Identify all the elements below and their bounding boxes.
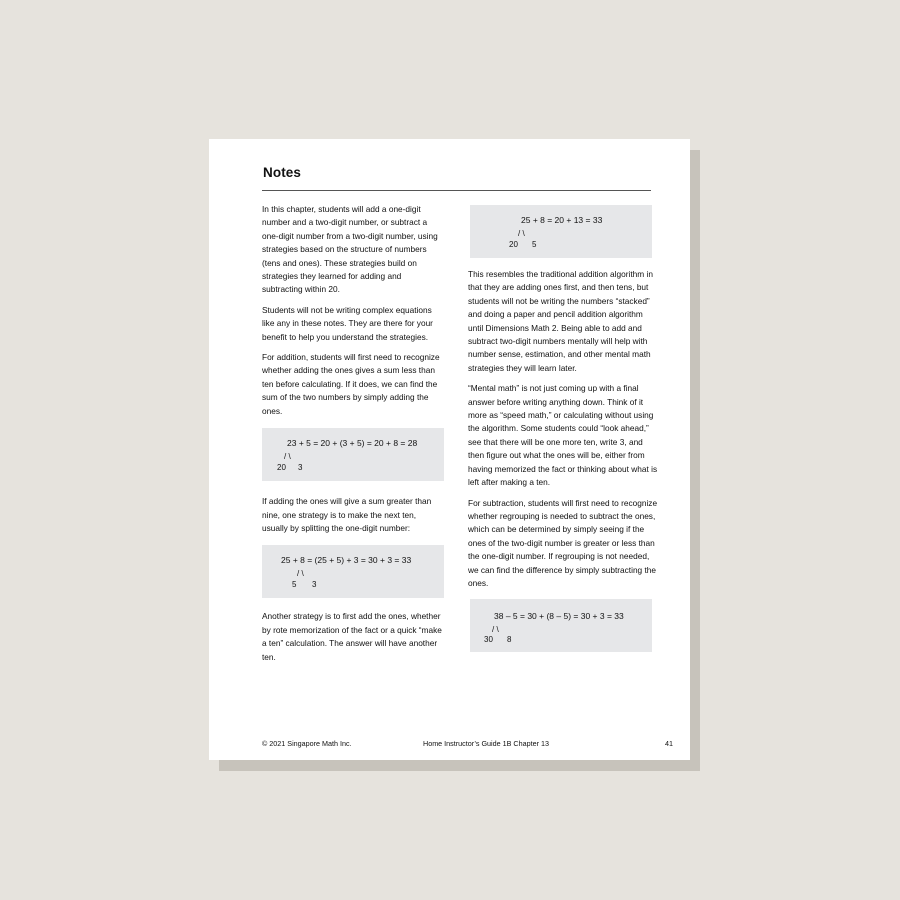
number-bond-part: 20 [509,240,518,249]
paragraph: For addition, students will first need to recognize whether adding the ones gives a sum less than ten before calculating. If it does, we can find the sum of the two numbers by simply adding the ones. [262,352,440,416]
number-bond-branch: / \ [297,569,304,579]
number-bond-part: 30 [484,635,493,645]
equation-box [262,428,444,481]
footer-copyright: © 2021 Singapore Math Inc. [262,739,352,748]
equation: 38 – 5 = 30 + (8 – 5) = 30 + 3 = 33 [494,611,624,622]
right-column [468,205,658,664]
equation: 23 + 5 = 20 + (3 + 5) = 20 + 8 = 28 [287,438,418,449]
number-bond-part: 20 [277,463,286,473]
number-bond-part: 3 [298,463,303,473]
paragraph: In this chapter, students will add a one-digit number and a two-digit number, or subtract a one-digit number from a two-digit number, using strategies based on the structure of numbers (tens and ones). These strategies build on strategies they learned for adding and subtracting within 20. [262,204,438,295]
title-divider [262,190,651,191]
number-bond-part: 3 [312,580,317,590]
equation-box [470,205,652,258]
equation-box [262,545,444,598]
paragraph: For subtraction, students will first need to recognize whether regrouping is needed to subtract the ones, which can be determined by simply seeing if the ones of the two-digit number is greater or less than the one-digit number. If regrouping is not needed, we can find the difference by simply subtracting the ones. [468,497,658,588]
paragraph: “Mental math” is not just coming up with a final answer before writing anything down. Think of it more as “speed math,” or calculating without using the algorithm. Some students could “look ahead,” see that there will be one more ten, write 3, and then figure out what the ones will be, either from having memorized the fact or thinking about what is left after making a ten. [468,383,658,488]
number-bond-part: 5 [292,580,297,590]
paragraph: This resembles the traditional addition algorithm in that they are adding ones first, and then tens, but students will not be writing the numbers “stacked” and doing a paper and pencil addition algorithm until Dimensions Math 2. Being able to add and subtract two-digit numbers mentally will help with number sense, estimation, and other mental math strategies they will learn later. [468,269,653,373]
number-bond-part: 8 [507,635,512,645]
number-bond-part: 5 [532,240,537,249]
document-page [209,139,690,760]
paragraph: Students will not be writing complex equations like any in these notes. They are there for your benefit to help you understand the strategies. [262,304,433,342]
equation: 25 + 8 = (25 + 5) + 3 = 30 + 3 = 33 [281,555,412,566]
number-bond-branch: / \ [518,229,525,238]
page-title: Notes [263,165,302,180]
page-number: 41 [665,739,673,748]
equation-box [470,599,652,652]
number-bond-branch: / \ [284,452,291,462]
footer-book-title: Home Instructor’s Guide 1B Chapter 13 [423,739,549,748]
paragraph: Another strategy is to first add the ones, whether by rote memorization of the fact or a quick “make a ten” calculation. The answer will have another ten. [262,611,442,662]
left-column [262,203,444,671]
number-bond-branch: / \ [492,625,499,635]
paragraph: If adding the ones will give a sum greater than nine, one strategy is to make the next ten, usually by splitting the one-digit number: [262,496,432,533]
equation: 25 + 8 = 20 + 13 = 33 [521,215,603,225]
